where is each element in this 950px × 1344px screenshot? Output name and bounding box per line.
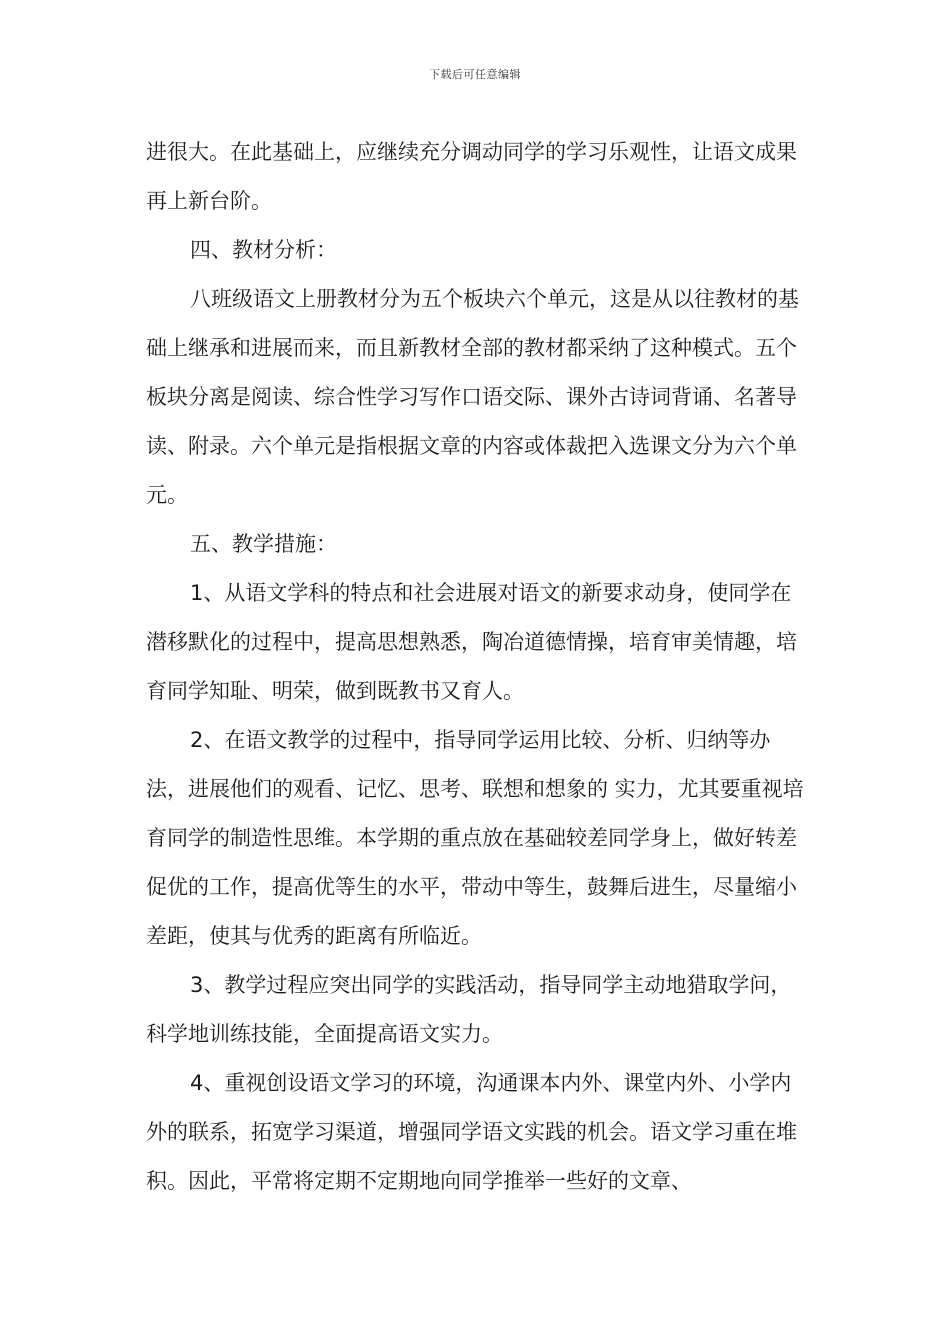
heading-textbook-analysis: 四、教材分析： [190,238,337,262]
paragraph-continuation: 进很大。在此基础上，应继续充分调动同学的学习乐观性，让语文成果再上新台阶。 [146,140,797,213]
paragraph-textbook-analysis: 八班级语文上册教材分为五个板块六个单元，这是从以往教材的基础上继承和进展而来，而且新教材全部的教材都采纳了这种模式。五个板块分离是阅读、综合性学习写作口语交际、课外古诗词背诵、名著导读、附录。六个单元是指根据文章的内容或体裁把入选课文分为六个单元。 [146,287,799,507]
paragraph-measure-1: 1、从语文学科的特点和社会进展对语文的新要求动身，使同学在潜移默化的过程中，提高思想熟悉，陶冶道德情操，培育审美情趣，培育同学知耻、明荣，做到既教书又育人。 [146,581,797,703]
paragraph-measure-2: 2、在语文教学的过程中，指导同学运用比较、分析、归纳等办法，进展他们的观看、记忆、思考、联想和想象的 实力，尤其要重视培育同学的制造性思维。本学期的重点放在基础较差同学身上，做好转差促优的工作，提高优等生的水平，带动中等生，鼓舞后进生，尽量缩小差距，使其与优秀的距离有所临近。 [146,728,804,948]
paragraph-measure-3: 3、教学过程应突出同学的实践活动，指导同学主动地猎取学问，科学地训练技能，全面提高语文实力。 [146,973,792,1046]
page-header: 下载后可任意编辑 [429,68,521,81]
paragraph-measure-4: 4、重视创设语文学习的环境，沟通课本内外、课堂内外、小学内外的联系，拓宽学习渠道，增强同学语文实践的机会。语文学习重在堆积。因此，平常将定期不定期地向同学推举一些好的文章、 [146,1071,797,1193]
heading-teaching-measures: 五、教学措施： [190,532,337,556]
document-body [146,128,810,1206]
